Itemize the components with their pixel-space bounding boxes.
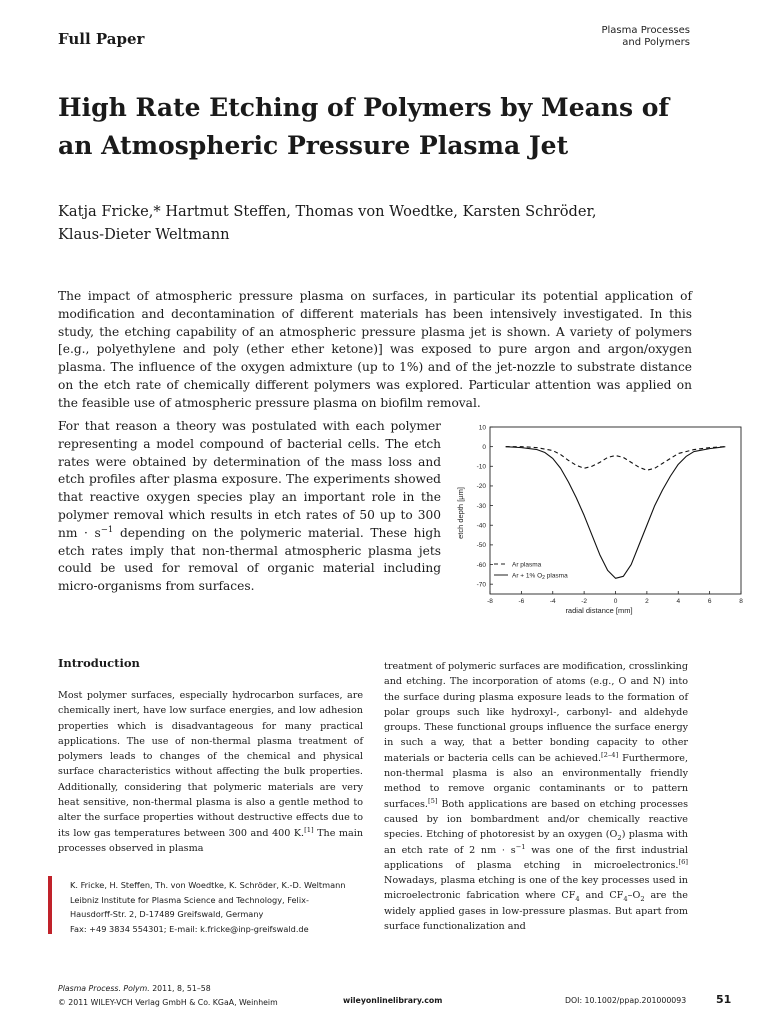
author-list xyxy=(58,200,708,246)
citation-ref: [1] xyxy=(304,825,314,834)
legend-entry-ar: Ar plasma xyxy=(512,561,542,569)
subscript: 4 xyxy=(575,895,580,904)
paper-title: High Rate Etching of Polymers by Means of an Atmospheric Pressure Plasma Jet xyxy=(58,93,670,160)
citation-ref: [6] xyxy=(678,857,688,866)
footer-website-link[interactable]: wileyonlinelibrary.com xyxy=(343,996,443,1005)
section-label: Full Paper xyxy=(58,30,145,48)
abstract-text: The impact of atmospheric pressure plasma on surfaces, in particular its potential application of modification and decontamination of different materials has been intensively investigated. In this study, the etching capability of an atmospheric pressure plasma jet is shown. A variety of polymers [e.g., polyethylene and poly (ether ether ketone)] was exposed to pure argon and argon/oxygen plasma. The influence of the oxygen admixture (up to 1%) and of the jet-nozzle to substrate distance on the etch rate of chemically different polymers was explored. Particular attention was applied on the feasible use of atmospheric pressure plasma on biofilm removal. xyxy=(58,289,692,410)
citation-ref: [2–4] xyxy=(601,750,619,759)
abstract-text-part: For that reason a theory was postulated with each polymer representing a model compound of bacterial cells. The etch rates were obtained by determination of the mass loss and etch profiles after plasma exposure. The experiments showed that reactive oxygen species play an important role in the polymer removal which results in etch rates of 50 up to 300 nm · s xyxy=(58,419,441,540)
x-tick-label: -4 xyxy=(549,598,556,605)
footer-citation-block xyxy=(58,982,278,1009)
y-axis-label: etch depth [µm] xyxy=(456,487,465,539)
journal-name-line1: Plasma Processes xyxy=(601,25,690,36)
intro-text: are the widely applied gases in low-pressure plasmas. But apart from surface functionalization and xyxy=(384,890,688,933)
affiliation-authors: K. Fricke, H. Steffen, Th. von Woedtke, K. Schröder, K.-D. Weltmann xyxy=(70,880,346,890)
y-tick-label: -70 xyxy=(476,581,486,589)
intro-text: Nowadays, plasma etching is one of the key processes used in microelectronic fabrication where CF xyxy=(384,875,688,902)
intro-text: –O xyxy=(627,890,641,902)
y-tick-label: -60 xyxy=(476,561,486,569)
intro-column-right xyxy=(384,659,688,934)
subscript: 4 xyxy=(623,895,628,904)
journal-name-line2: and Polymers xyxy=(622,37,690,48)
affiliation-accent-bar xyxy=(48,876,52,934)
intro-text: ) plasma with an etch rate of 2 nm · s xyxy=(384,829,688,856)
abstract-text-continued xyxy=(58,418,441,596)
affiliation-block xyxy=(70,878,365,936)
etch-profile-figure xyxy=(452,420,752,618)
intro-text: was one of the first industrial applications of plasma etching in microelectronics. xyxy=(384,844,688,871)
y-tick-label: -40 xyxy=(476,522,486,530)
x-tick-label: 4 xyxy=(676,598,681,605)
x-tick-label: 2 xyxy=(645,598,649,605)
page-number: 51 xyxy=(716,993,732,1006)
intro-text: treatment of polymeric surfaces are modification, crosslinking and etching. The incorporation of atoms (e.g., O and N) into the surface during plasma exposure leads to the formation of polar groups such like hydroxyl-, carbonyl- and aldehyde groups. These functional groups influence the surface energy in such a way, that a better bonding capacity to other materials or bacteria cells can be achieved. xyxy=(384,661,688,764)
footer-copyright: © 2011 WILEY-VCH Verlag GmbH & Co. KGaA, Weinheim xyxy=(58,997,278,1007)
authors-line2: Klaus-Dieter Weltmann xyxy=(58,226,230,243)
x-tick-label: -6 xyxy=(518,598,525,605)
unit-superscript: −1 xyxy=(100,524,114,535)
intro-text: Both applications are based on etching processes caused by ion bombardment and/or chemically reactive species. Etching of photoresist by an oxygen (O xyxy=(384,798,688,841)
affiliation-institute: Leibniz Institute for Plasma Science and Technology, Felix- xyxy=(70,894,309,905)
y-tick-label: -50 xyxy=(476,542,486,550)
section-heading-introduction: Introduction xyxy=(58,656,140,670)
intro-column-left xyxy=(58,688,363,856)
x-tick-label: 6 xyxy=(707,598,712,605)
footer-citation xyxy=(58,982,278,996)
subscript: 2 xyxy=(640,895,645,904)
legend-entry-ar-o2: Ar + 1% $O_2$ plasma xyxy=(512,572,568,581)
subscript: 2 xyxy=(617,834,622,843)
x-axis-label: radial distance [mm] xyxy=(565,606,633,615)
intro-text: The main processes observed in plasma xyxy=(58,827,363,854)
journal-name xyxy=(602,25,691,49)
intro-text: and CF xyxy=(579,890,624,902)
etch-profile-chart xyxy=(452,420,752,618)
footer-journal-abbrev: Plasma Process. Polym. xyxy=(58,984,150,993)
citation-ref: [5] xyxy=(427,796,438,805)
series-line-ar-o2 xyxy=(506,447,726,579)
intro-text: Furthermore, non-thermal plasma is also an environmentally friendly method to remove organic contaminants or to pattern surfaces. xyxy=(384,752,688,810)
y-tick-label: 0 xyxy=(482,443,486,451)
intro-text: Most polymer surfaces, especially hydrocarbon surfaces, are chemically inert, have low surface energies, and low adhesion properties which is disadvantageous for many practical applications. The use of non-thermal plasma treatment of polymers leads to changes of the chemical and physical surface characteristics without affecting the bulk properties. Additionally, considering that polymeric materials are very heat sensitive, non-thermal plasma is also a gentle method to alter the surface properties without destructive effects due to its low gas temperatures between 300 and 400 K. xyxy=(58,690,363,839)
y-tick-label: -30 xyxy=(476,502,486,510)
footer-volume-pages: 2011, 8, 51–58 xyxy=(152,984,211,993)
x-tick-label: 8 xyxy=(739,598,743,605)
plot-frame xyxy=(490,427,741,594)
x-tick-label: -2 xyxy=(581,598,588,605)
y-tick-label: -20 xyxy=(476,483,486,491)
unit-superscript: −1 xyxy=(515,842,526,851)
footer-doi: DOI: 10.1002/ppap.201000093 xyxy=(565,996,687,1005)
x-tick-label: 0 xyxy=(613,598,618,605)
affiliation-address: Hausdorff-Str. 2, D-17489 Greifswald, Germany xyxy=(70,909,264,919)
abstract-text-part: depending on the polymeric material. These high etch rates imply that non-thermal atmospheric plasma jets could be used for removal of organic material including micro-organisms from surfaces. xyxy=(58,525,441,594)
y-tick-label: 10 xyxy=(478,424,486,432)
authors-line1: Katja Fricke,* Hartmut Steffen, Thomas von Woedtke, Karsten Schröder, xyxy=(58,203,597,220)
x-tick-label: -8 xyxy=(487,598,493,605)
y-tick-label: -10 xyxy=(476,463,486,471)
affiliation-contact: Fax: +49 3834 554301; E-mail: k.fricke@inp-greifswald.de xyxy=(70,923,309,934)
